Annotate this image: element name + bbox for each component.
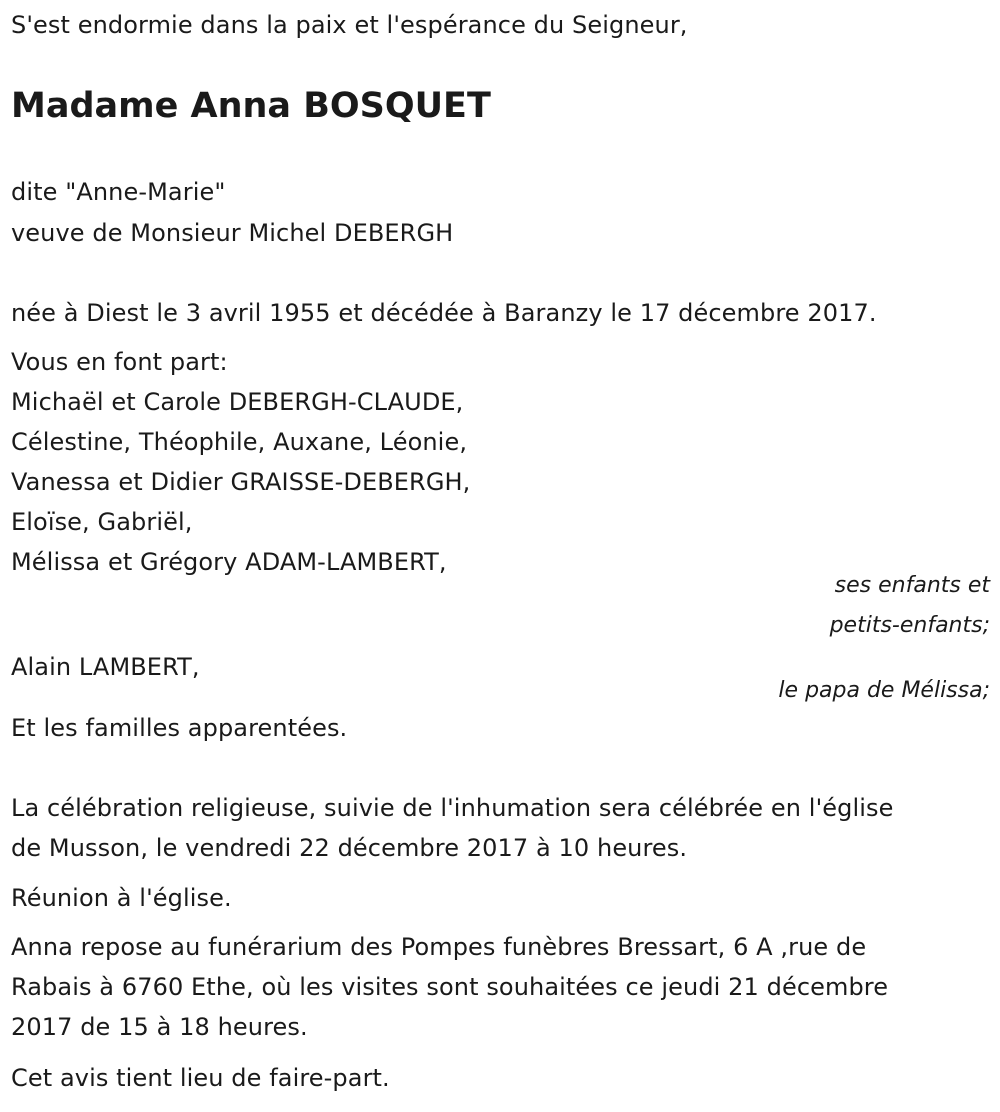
meeting-text: Réunion à l'église. bbox=[11, 884, 232, 912]
family-role-line-1: ses enfants et bbox=[834, 573, 990, 598]
alias-text: dite "Anne-Marie" bbox=[11, 178, 226, 206]
ceremony-line-1: La célébration religieuse, suivie de l'inhumation sera célébrée en l'église bbox=[11, 794, 894, 822]
ceremony-line-2: de Musson, le vendredi 22 décembre 2017 à 10 heures. bbox=[11, 834, 688, 862]
relatives-text: Et les familles apparentées. bbox=[11, 714, 348, 742]
family-line: Michaël et Carole DEBERGH-CLAUDE, bbox=[11, 388, 464, 416]
deceased-name: Madame Anna BOSQUET bbox=[11, 86, 491, 126]
birth-death-text: née à Diest le 3 avril 1955 et décédée à Baranzy le 17 décembre 2017. bbox=[11, 299, 877, 327]
family-role-line-2: petits-enfants; bbox=[829, 613, 990, 638]
other-person: Alain LAMBERT, bbox=[11, 653, 200, 681]
intro-text: S'est endormie dans la paix et l'espérance du Seigneur, bbox=[11, 11, 688, 39]
family-line: Mélissa et Grégory ADAM-LAMBERT, bbox=[11, 548, 447, 576]
other-person-role: le papa de Mélissa; bbox=[778, 678, 990, 703]
announce-label: Vous en font part: bbox=[11, 348, 228, 376]
closing-text: Cet avis tient lieu de faire-part. bbox=[11, 1064, 390, 1092]
visit-line-2: Rabais à 6760 Ethe, où les visites sont souhaitées ce jeudi 21 décembre bbox=[11, 973, 889, 1001]
family-line: Eloïse, Gabriël, bbox=[11, 508, 193, 536]
family-line: Vanessa et Didier GRAISSE-DEBERGH, bbox=[11, 468, 471, 496]
family-line: Célestine, Théophile, Auxane, Léonie, bbox=[11, 428, 468, 456]
visit-line-1: Anna repose au funérarium des Pompes funèbres Bressart, 6 A ,rue de bbox=[11, 933, 867, 961]
visit-line-3: 2017 de 15 à 18 heures. bbox=[11, 1013, 308, 1041]
widow-of-text: veuve de Monsieur Michel DEBERGH bbox=[11, 219, 454, 247]
